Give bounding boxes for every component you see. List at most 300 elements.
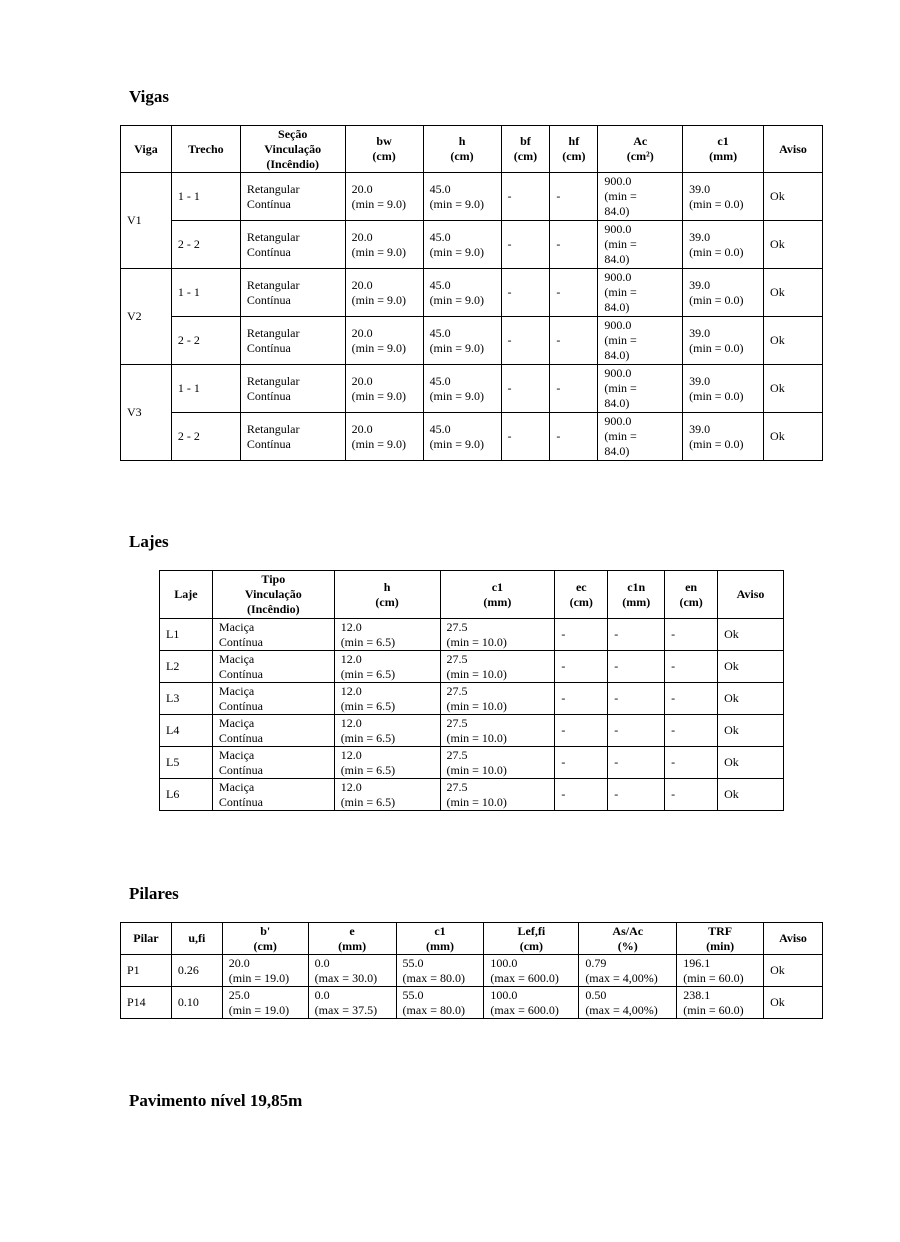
- viga-bw-line: (min = 9.0): [351, 196, 407, 211]
- viga-h-line: (min = 9.0): [429, 292, 484, 307]
- viga-secao: [240, 221, 345, 269]
- vigas-header: [598, 126, 683, 173]
- pilar-e-line: 0.0: [314, 955, 330, 970]
- laje-tipo-line: Maciça: [218, 683, 255, 698]
- laje-c1n: -: [608, 651, 665, 683]
- table-row: [121, 955, 823, 987]
- vigas-header-line: Vinculação: [264, 141, 322, 156]
- lajes-header-line: Laje: [174, 587, 198, 601]
- pilares-header-line: e: [349, 923, 355, 938]
- vigas-header-line: c1: [717, 134, 729, 148]
- laje-c1: [440, 619, 555, 651]
- pilar-pilar: P1: [121, 955, 172, 987]
- viga-hf: -: [550, 221, 598, 269]
- pilares-header: [579, 923, 677, 955]
- pilares-header: [121, 923, 172, 955]
- laje-c1: [440, 651, 555, 683]
- viga-c1: [683, 413, 764, 461]
- laje-c1: [440, 683, 555, 715]
- viga-h-line: 45.0: [429, 181, 451, 196]
- lajes-header-line: h: [383, 579, 391, 594]
- viga-c1-line: 39.0: [689, 277, 711, 292]
- vigas-header-line: Trecho: [188, 141, 224, 156]
- vigas-header: [764, 126, 823, 173]
- viga-bw: [345, 365, 423, 413]
- table-row: [121, 173, 823, 221]
- laje-tipo-line: Contínua: [218, 762, 263, 777]
- laje-aviso: Ok: [718, 683, 784, 715]
- vigas-header-line: Viga: [134, 141, 158, 156]
- viga-c1-line: 39.0: [689, 325, 711, 340]
- laje-en: -: [665, 651, 718, 683]
- table-row: [121, 987, 823, 1019]
- viga-bf: -: [501, 365, 550, 413]
- laje-c1-line: 27.5: [446, 715, 468, 730]
- pilar-e: [308, 955, 396, 987]
- viga-h-line: (min = 9.0): [429, 244, 484, 259]
- lajes-header-line: c1: [491, 579, 504, 594]
- laje-tipo-line: Maciça: [218, 779, 255, 794]
- laje-c1-line: (min = 10.0): [446, 730, 507, 745]
- laje-h-line: 12.0: [340, 747, 362, 762]
- viga-hf: -: [550, 269, 598, 317]
- viga-c1-line: 39.0: [689, 229, 711, 244]
- table-row: [121, 365, 823, 413]
- pilar-e-line: 0.0: [314, 987, 330, 1002]
- viga-ac-line: 84.0): [604, 348, 630, 362]
- laje-tipo: [212, 619, 334, 651]
- laje-c1-line: (min = 10.0): [446, 794, 507, 809]
- vigas-header: [171, 126, 240, 173]
- lajes-header-line: (mm): [483, 594, 512, 609]
- laje-ec: -: [555, 683, 608, 715]
- laje-c1-line: (min = 10.0): [446, 762, 507, 777]
- viga-h: [423, 173, 501, 221]
- vigas-header-line: (Incêndio): [266, 156, 320, 171]
- vigas-header-line: Seção: [278, 126, 308, 141]
- laje-c1n: -: [608, 715, 665, 747]
- laje-laje: L5: [160, 747, 213, 779]
- pilar-lef: [484, 987, 579, 1019]
- viga-secao-line: Contínua: [246, 292, 291, 307]
- viga-ac-line: (min =: [604, 237, 637, 251]
- pilar-lef-line: (max = 600.0): [490, 1002, 559, 1017]
- vigas-header-line: hf: [568, 134, 580, 148]
- viga-bw-line: 20.0: [351, 421, 373, 436]
- viga-c1: [683, 365, 764, 413]
- viga-ac-line: 84.0): [604, 204, 630, 218]
- laje-aviso: Ok: [718, 619, 784, 651]
- viga-ac-line: 900.0: [604, 174, 632, 188]
- viga-ac-line: 900.0: [604, 414, 632, 428]
- viga-h-line: 45.0: [429, 325, 451, 340]
- laje-aviso: Ok: [718, 651, 784, 683]
- pavimento-title: Pavimento nível 19,85m: [129, 1091, 303, 1110]
- laje-ec: -: [555, 651, 608, 683]
- laje-tipo-line: Contínua: [218, 634, 263, 649]
- viga-bw: [345, 269, 423, 317]
- viga-ac: [598, 221, 683, 269]
- pilares-header-line: (mm): [425, 938, 454, 953]
- laje-c1-line: (min = 10.0): [446, 698, 507, 713]
- laje-aviso: Ok: [718, 779, 784, 811]
- viga-h-line: 45.0: [429, 421, 451, 436]
- pilar-trf: [677, 955, 764, 987]
- pilares-header: [396, 923, 484, 955]
- laje-h-line: (min = 6.5): [340, 698, 396, 713]
- viga-c1-line: (min = 0.0): [689, 244, 744, 259]
- pilar-trf-line: (min = 60.0): [683, 1002, 744, 1017]
- viga-c1-line: (min = 0.0): [689, 388, 744, 403]
- laje-tipo-line: Contínua: [218, 666, 263, 681]
- viga-bw-line: (min = 9.0): [351, 436, 407, 451]
- viga-ac: [598, 365, 683, 413]
- viga-bw-line: (min = 9.0): [351, 244, 407, 259]
- pilar-lef-line: (max = 600.0): [490, 970, 559, 985]
- viga-bw-line: 20.0: [351, 229, 373, 244]
- lajes-header-line: (cm): [679, 594, 703, 609]
- pilares-header-line: (cm): [253, 938, 277, 953]
- viga-secao-line: Contínua: [246, 244, 291, 259]
- pilar-c1: [396, 955, 484, 987]
- viga-bw-line: (min = 9.0): [351, 292, 407, 307]
- viga-h-line: (min = 9.0): [429, 340, 484, 355]
- table-row: [160, 651, 784, 683]
- viga-secao-line: Retangular: [246, 325, 300, 340]
- viga-ac: [598, 269, 683, 317]
- pilar-lef-line: 100.0: [490, 955, 518, 970]
- pilar-trf: [677, 987, 764, 1019]
- pilares-header-line: Lef,fi: [517, 923, 546, 938]
- pilar-asac-line: 0.50: [585, 987, 607, 1002]
- laje-tipo-line: Contínua: [218, 698, 263, 713]
- viga-hf: -: [550, 413, 598, 461]
- pilar-asac-line: (max = 4,00%): [585, 970, 658, 985]
- laje-h: [334, 619, 440, 651]
- lajes-header: [608, 571, 665, 619]
- viga-secao-line: Retangular: [246, 421, 300, 436]
- table-row: [160, 715, 784, 747]
- viga-ac-line: 900.0: [604, 366, 632, 380]
- laje-h-line: 12.0: [340, 683, 362, 698]
- pilares-header-line: Pilar: [133, 931, 159, 945]
- lajes-header-line: (Incêndio): [246, 602, 300, 616]
- pilares-header: [764, 923, 823, 955]
- viga-bw: [345, 317, 423, 365]
- viga-h-line: 45.0: [429, 373, 451, 388]
- table-row: [121, 269, 823, 317]
- lajes-header-line: (mm): [622, 594, 651, 609]
- pilar-b-line: 20.0: [228, 955, 250, 970]
- vigas-header: [345, 126, 423, 173]
- laje-tipo-line: Maciça: [218, 651, 255, 666]
- viga-ac-line: (min =: [604, 381, 637, 395]
- viga-ac-line: (min =: [604, 429, 637, 443]
- pilar-c1-line: 55.0: [402, 987, 424, 1002]
- viga-bw-line: 20.0: [351, 277, 373, 292]
- viga-bw-line: (min = 9.0): [351, 340, 407, 355]
- laje-c1-line: 27.5: [446, 747, 468, 762]
- table-row: [160, 747, 784, 779]
- viga-c1: [683, 221, 764, 269]
- viga-h-line: (min = 9.0): [429, 388, 484, 403]
- table-row: [121, 221, 823, 269]
- viga-secao-line: Retangular: [246, 181, 300, 196]
- pilar-asac-line: 0.79: [585, 955, 607, 970]
- vigas-header-line: h: [458, 134, 466, 148]
- laje-c1-line: (min = 10.0): [446, 634, 507, 649]
- viga-bw: [345, 221, 423, 269]
- lajes-header-line: ec: [575, 579, 587, 594]
- laje-c1n: -: [608, 747, 665, 779]
- viga-secao-line: Contínua: [246, 436, 291, 451]
- pilares-header: [677, 923, 764, 955]
- laje-c1-line: (min = 10.0): [446, 666, 507, 681]
- viga-c1-line: (min = 0.0): [689, 292, 744, 307]
- laje-laje: L6: [160, 779, 213, 811]
- laje-h-line: (min = 6.5): [340, 666, 396, 681]
- viga-ac: [598, 413, 683, 461]
- lajes-header: [440, 571, 555, 619]
- pilares-header-line: (%): [617, 938, 638, 953]
- vigas-title: Vigas: [129, 87, 169, 106]
- viga-ac-line: 900.0: [604, 270, 632, 284]
- vigas-header-line: bw: [376, 134, 392, 148]
- laje-c1n: -: [608, 779, 665, 811]
- viga-c1-line: (min = 0.0): [689, 436, 744, 451]
- pilares-header-line: Aviso: [779, 931, 807, 945]
- laje-en: -: [665, 619, 718, 651]
- pilar-asac-line: (max = 4,00%): [585, 1002, 658, 1017]
- vigas-table: [120, 125, 823, 461]
- viga-bf: -: [501, 317, 550, 365]
- pilar-trf-line: 196.1: [683, 955, 711, 970]
- laje-h: [334, 651, 440, 683]
- viga-h-line: (min = 9.0): [429, 436, 484, 451]
- viga-hf: -: [550, 173, 598, 221]
- laje-h-line: 12.0: [340, 715, 362, 730]
- vigas-header-line: (cm²): [626, 149, 654, 163]
- pilar-b-line: 25.0: [228, 987, 250, 1002]
- vigas-header-line: (cm): [513, 149, 538, 163]
- pilar-e-line: (max = 30.0): [314, 970, 378, 985]
- vigas-header-line: bf: [520, 134, 531, 148]
- lajes-header-line: Vinculação: [244, 587, 302, 601]
- viga-bw-line: 20.0: [351, 325, 373, 340]
- lajes-header-line: Aviso: [736, 587, 765, 601]
- laje-h-line: 12.0: [340, 619, 362, 634]
- viga-trecho: 2 - 2: [171, 413, 240, 461]
- laje-h: [334, 779, 440, 811]
- viga-aviso: Ok: [764, 173, 823, 221]
- laje-h-line: (min = 6.5): [340, 634, 396, 649]
- viga-c1-line: 39.0: [689, 373, 711, 388]
- vigas-header-line: Aviso: [779, 141, 807, 156]
- lajes-header-line: c1n: [627, 579, 646, 594]
- pilares-header-line: TRF: [708, 923, 733, 938]
- pilares-table: [120, 922, 823, 1019]
- laje-c1-line: 27.5: [446, 619, 468, 634]
- viga-ac-line: (min =: [604, 285, 637, 299]
- viga-c1-line: 39.0: [689, 181, 711, 196]
- laje-c1-line: 27.5: [446, 779, 468, 794]
- laje-laje: L1: [160, 619, 213, 651]
- pilar-b-line: (min = 19.0): [228, 1002, 290, 1017]
- lajes-title: Lajes: [129, 532, 169, 551]
- viga-ac-line: (min =: [604, 333, 637, 347]
- laje-laje: L3: [160, 683, 213, 715]
- lajes-header: [334, 571, 440, 619]
- laje-h-line: 12.0: [340, 779, 362, 794]
- viga-secao: [240, 413, 345, 461]
- viga-c1-line: 39.0: [689, 421, 711, 436]
- laje-en: -: [665, 715, 718, 747]
- table-row: [121, 317, 823, 365]
- laje-ec: -: [555, 619, 608, 651]
- viga-bf: -: [501, 173, 550, 221]
- pilares-header-line: (min): [706, 938, 735, 953]
- pilar-b: [222, 987, 308, 1019]
- viga-bw-line: 20.0: [351, 373, 373, 388]
- table-row: [160, 779, 784, 811]
- laje-ec: -: [555, 747, 608, 779]
- table-row: [160, 683, 784, 715]
- laje-h: [334, 747, 440, 779]
- pilares-header: [171, 923, 222, 955]
- vigas-header-line: (cm): [562, 149, 586, 163]
- pilares-header-line: (mm): [338, 938, 367, 953]
- viga-h: [423, 269, 501, 317]
- laje-c1-line: 27.5: [446, 651, 468, 666]
- laje-h: [334, 715, 440, 747]
- lajes-header: [718, 571, 784, 619]
- viga-trecho: 1 - 1: [171, 173, 240, 221]
- pilar-b: [222, 955, 308, 987]
- vigas-header-line: (cm): [372, 149, 396, 163]
- viga-aviso: Ok: [764, 413, 823, 461]
- viga-h-line: 45.0: [429, 229, 451, 244]
- pilar-trf-line: 238.1: [683, 987, 711, 1002]
- lajes-header-line: (cm): [375, 594, 399, 609]
- laje-c1-line: 27.5: [446, 683, 468, 698]
- vigas-header-line: (mm): [709, 149, 738, 163]
- viga-aviso: Ok: [764, 269, 823, 317]
- viga-bf: -: [501, 269, 550, 317]
- pilares-header-line: (cm): [519, 938, 544, 953]
- viga-h: [423, 365, 501, 413]
- viga-secao: [240, 269, 345, 317]
- pilar-aviso: Ok: [764, 987, 823, 1019]
- laje-h-line: (min = 6.5): [340, 730, 396, 745]
- pilares-header-line: As/Ac: [612, 923, 644, 938]
- pilar-c1: [396, 987, 484, 1019]
- laje-tipo: [212, 747, 334, 779]
- pilar-lef-line: 100.0: [490, 987, 518, 1002]
- vigas-header: [423, 126, 501, 173]
- viga-bf: -: [501, 413, 550, 461]
- laje-c1: [440, 747, 555, 779]
- viga-ac: [598, 173, 683, 221]
- viga-secao-line: Retangular: [246, 229, 300, 244]
- pilares-header: [484, 923, 579, 955]
- vigas-header: [240, 126, 345, 173]
- laje-laje: L2: [160, 651, 213, 683]
- viga-h: [423, 221, 501, 269]
- pilares-header: [222, 923, 308, 955]
- laje-aviso: Ok: [718, 747, 784, 779]
- table-row: [160, 619, 784, 651]
- viga-c1: [683, 317, 764, 365]
- laje-tipo: [212, 651, 334, 683]
- laje-aviso: Ok: [718, 715, 784, 747]
- viga-secao: [240, 173, 345, 221]
- vigas-header: [683, 126, 764, 173]
- pilar-c1-line: (max = 80.0): [402, 1002, 465, 1017]
- laje-tipo: [212, 683, 334, 715]
- vigas-header-line: Ac: [633, 134, 648, 148]
- laje-h-line: (min = 6.5): [340, 762, 396, 777]
- lajes-header-line: Tipo: [261, 572, 286, 586]
- viga-trecho: 2 - 2: [171, 221, 240, 269]
- viga-h-line: 45.0: [429, 277, 451, 292]
- pilares-header-line: u,fi: [188, 931, 206, 945]
- laje-en: -: [665, 747, 718, 779]
- viga-secao-line: Retangular: [246, 373, 300, 388]
- viga-ac-line: 900.0: [604, 222, 632, 236]
- viga-bw: [345, 173, 423, 221]
- viga-ac-line: 84.0): [604, 396, 630, 410]
- viga-bw: [345, 413, 423, 461]
- viga-c1: [683, 173, 764, 221]
- viga-hf: -: [550, 365, 598, 413]
- pilar-c1-line: 55.0: [402, 955, 424, 970]
- pilar-lef: [484, 955, 579, 987]
- viga-secao-line: Contínua: [246, 388, 291, 403]
- laje-c1: [440, 779, 555, 811]
- laje-tipo: [212, 715, 334, 747]
- lajes-header-line: en: [685, 579, 698, 594]
- viga-ac-line: 84.0): [604, 444, 630, 458]
- viga-bw-line: (min = 9.0): [351, 388, 407, 403]
- laje-tipo-line: Maciça: [218, 715, 255, 730]
- viga-trecho: 1 - 1: [171, 269, 240, 317]
- viga-secao: [240, 365, 345, 413]
- viga-c1-line: (min = 0.0): [689, 196, 744, 211]
- viga-secao-line: Contínua: [246, 340, 291, 355]
- vigas-header-line: (cm): [450, 149, 474, 163]
- laje-tipo: [212, 779, 334, 811]
- lajes-header: [160, 571, 213, 619]
- pilar-trf-line: (min = 60.0): [683, 970, 744, 985]
- viga-c1: [683, 269, 764, 317]
- viga-name: V1: [121, 173, 172, 269]
- viga-bw-line: 20.0: [351, 181, 373, 196]
- pilar-asac: [579, 987, 677, 1019]
- laje-h-line: (min = 6.5): [340, 794, 396, 809]
- pilar-aviso: Ok: [764, 955, 823, 987]
- laje-en: -: [665, 779, 718, 811]
- lajes-header: [665, 571, 718, 619]
- pilar-ufi: 0.10: [171, 987, 222, 1019]
- laje-h-line: 12.0: [340, 651, 362, 666]
- laje-en: -: [665, 683, 718, 715]
- viga-h-line: (min = 9.0): [429, 196, 484, 211]
- pilares-title: Pilares: [129, 884, 179, 903]
- laje-tipo-line: Maciça: [218, 619, 255, 634]
- viga-ac-line: 84.0): [604, 300, 630, 314]
- pilar-asac: [579, 955, 677, 987]
- viga-aviso: Ok: [764, 317, 823, 365]
